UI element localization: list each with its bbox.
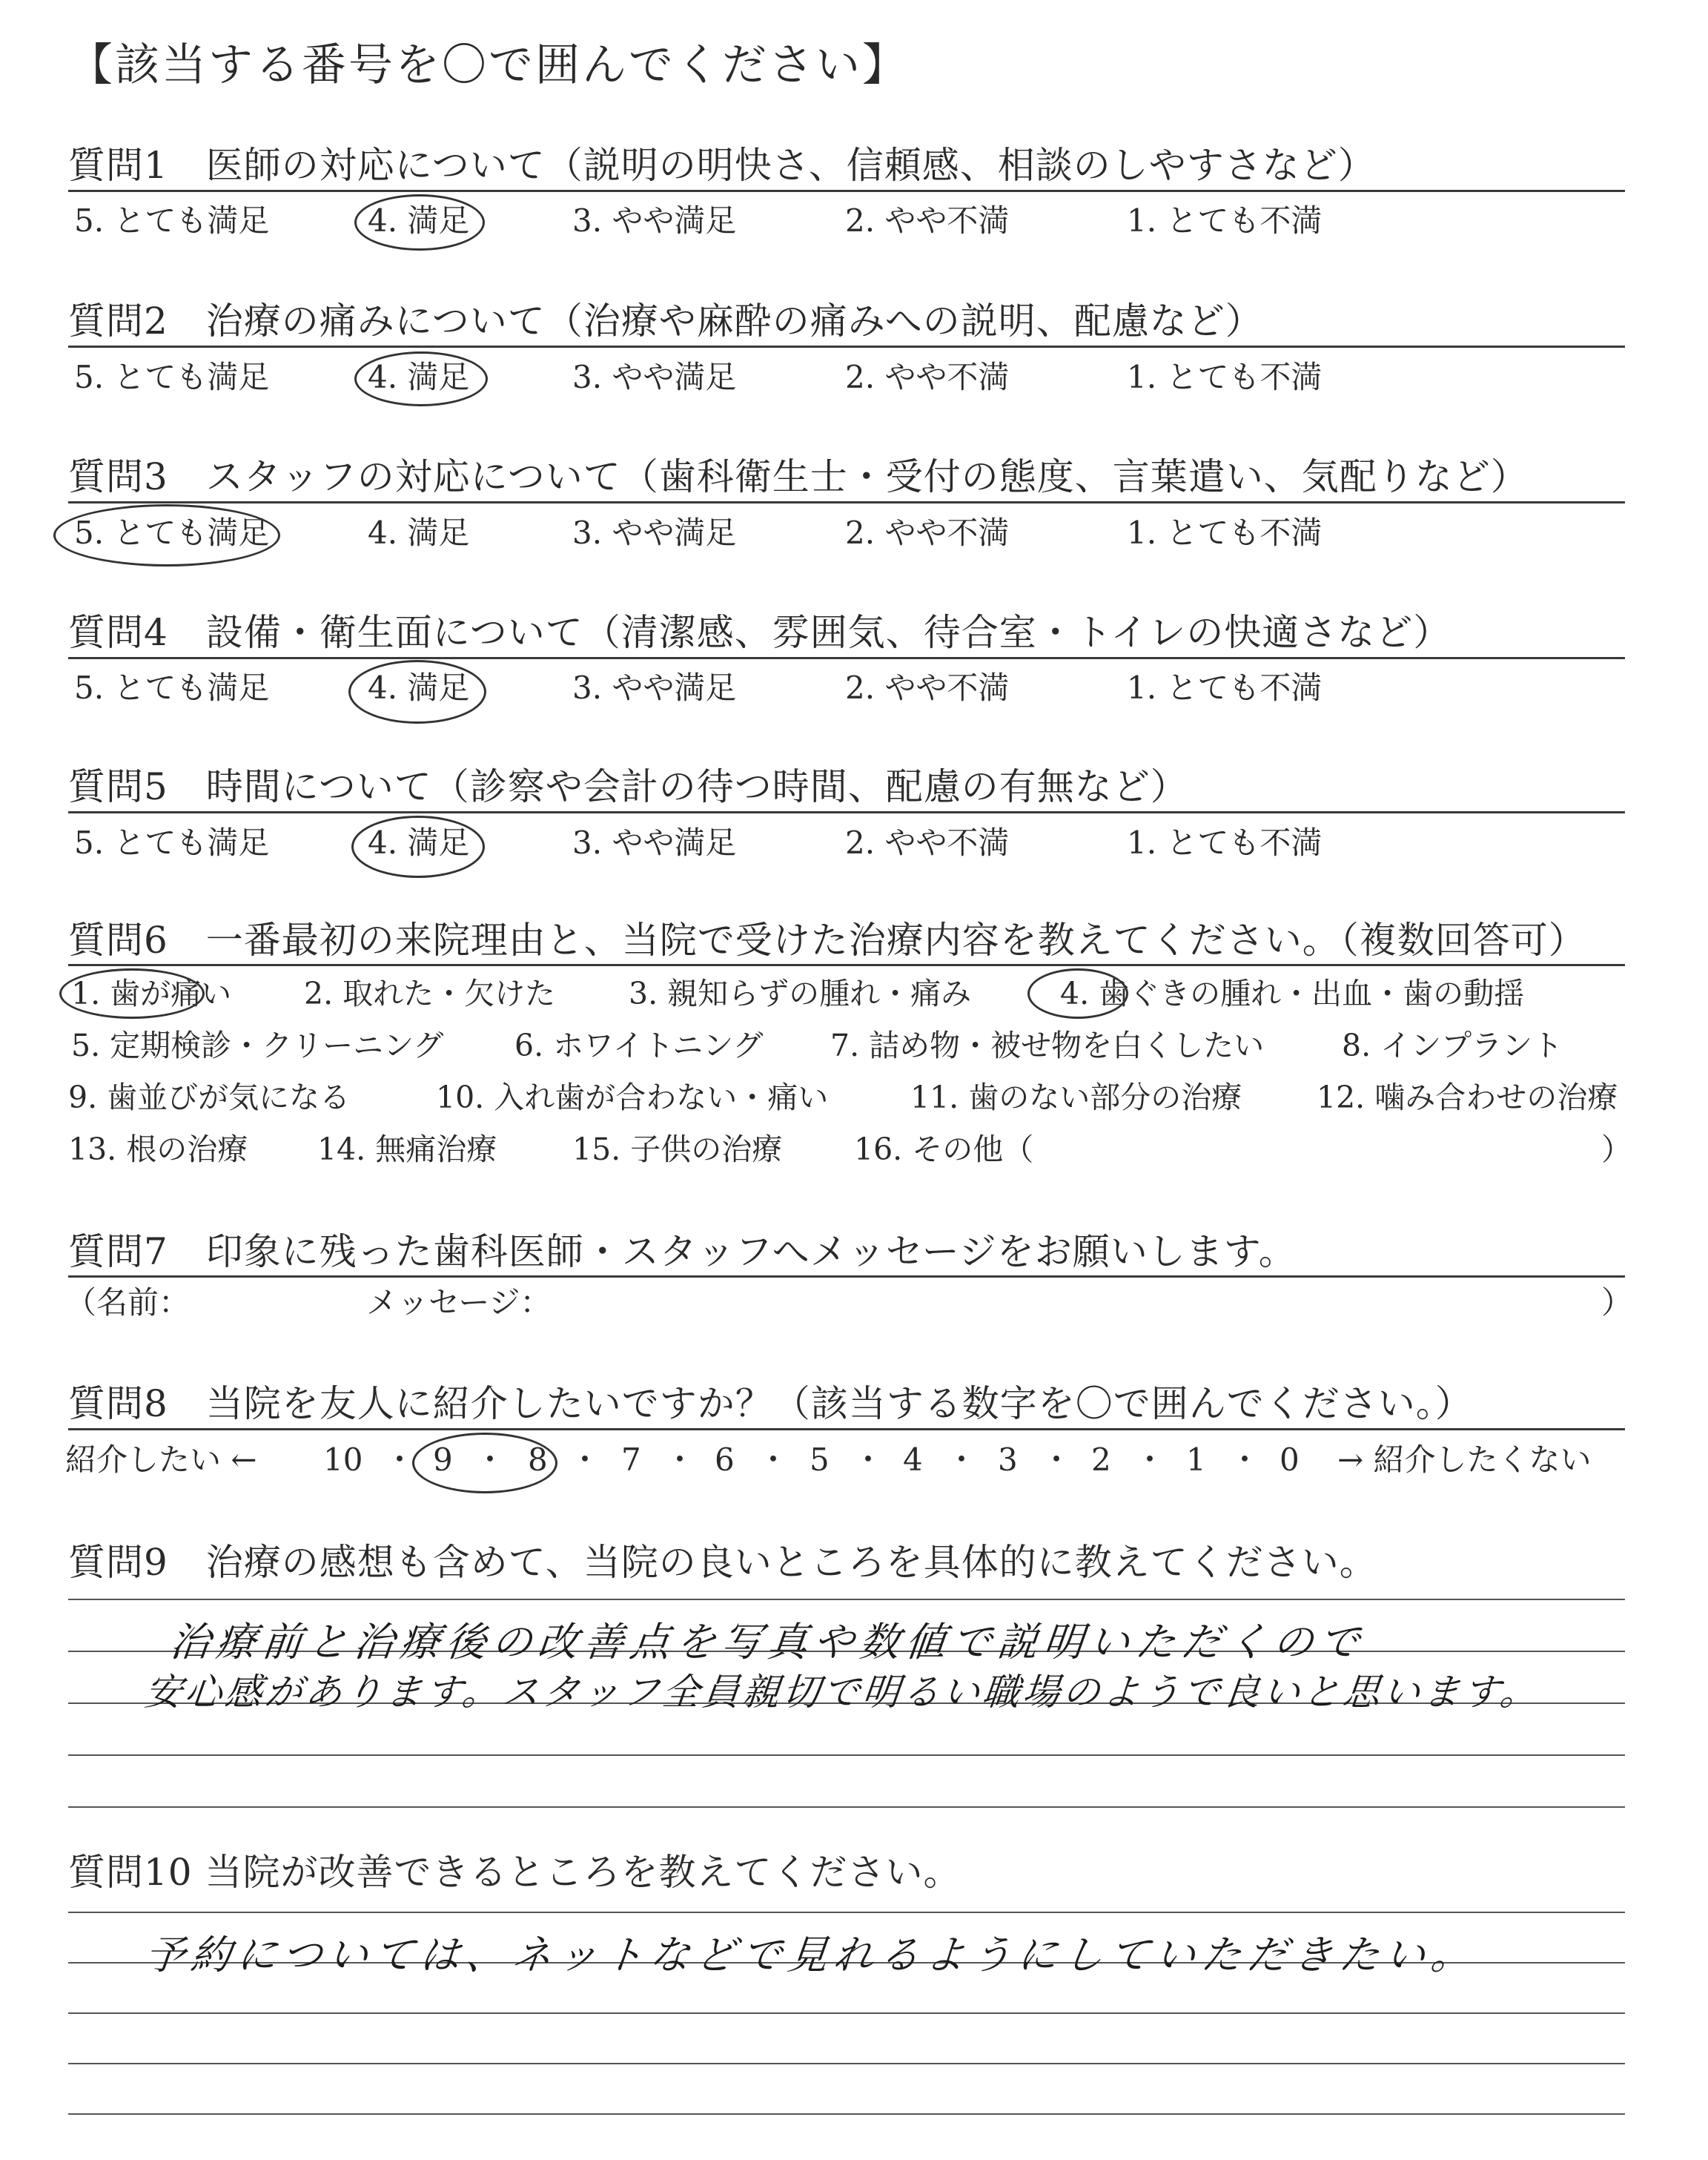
question-8-label: 質問8 当院を友人に紹介したいですか？（該当する数字を〇で囲んでください。） bbox=[68, 1382, 1473, 1425]
q8-scale-1[interactable]: 1 bbox=[1186, 1441, 1206, 1478]
q6-option-10[interactable]: 10. 入れ歯が合わない・痛い bbox=[436, 1080, 829, 1115]
q8-scale-5[interactable]: 5 bbox=[810, 1441, 830, 1478]
q8-separator: ・ bbox=[1041, 1441, 1073, 1478]
q10-writing-line bbox=[68, 2113, 1625, 2115]
question-5-rule bbox=[68, 811, 1625, 813]
q2-option-3[interactable]: 3. やや満足 bbox=[572, 359, 737, 395]
question-2-rule bbox=[68, 346, 1625, 348]
q6-option-7[interactable]: 7. 詰め物・被せ物を白くしたい bbox=[830, 1028, 1265, 1063]
q6-option-8[interactable]: 8. インプラント bbox=[1342, 1028, 1563, 1063]
question-4-label: 質問4 設備・衛生面について（清潔感、雰囲気、待合室・トイレの快適さなど） bbox=[68, 611, 1452, 654]
q5-option-5[interactable]: 5. とても満足 bbox=[74, 825, 270, 861]
q8-scale-7[interactable]: 7 bbox=[621, 1441, 641, 1478]
q5-option-1[interactable]: 1. とても不満 bbox=[1127, 825, 1323, 861]
q8-scale-10[interactable]: 10 bbox=[323, 1441, 363, 1478]
q5-option-3[interactable]: 3. やや満足 bbox=[572, 825, 737, 861]
q8-scale-0[interactable]: 0 bbox=[1280, 1441, 1300, 1478]
question-8-rule bbox=[68, 1428, 1625, 1430]
q10-handwritten-answer: 予約については、ネットなどで見れるようにしていただきたい。 bbox=[142, 1932, 1480, 1978]
q8-selection-circle bbox=[412, 1433, 557, 1493]
q6-option-12[interactable]: 12. 噛み合わせの治療 bbox=[1317, 1080, 1618, 1115]
q3-selection-circle bbox=[53, 504, 280, 567]
q2-option-4[interactable]: 4. 満足 bbox=[368, 359, 470, 395]
q8-separator: ・ bbox=[569, 1441, 601, 1478]
q6-option-6[interactable]: 6. ホワイトニング bbox=[514, 1028, 764, 1063]
question-1-rule bbox=[68, 190, 1625, 192]
q4-selection-circle bbox=[348, 660, 486, 724]
q1-option-1[interactable]: 1. とても不満 bbox=[1127, 202, 1323, 239]
q9-handwritten-answer-line-2: 安心感があります。スタッフ全員親切で明るい職場のようで良いと思います。 bbox=[142, 1671, 1543, 1714]
q3-option-5[interactable]: 5. とても満足 bbox=[74, 515, 270, 551]
q5-selection-circle bbox=[351, 816, 485, 878]
q10-writing-line bbox=[68, 2012, 1625, 2014]
q8-scale-3[interactable]: 3 bbox=[998, 1441, 1018, 1478]
q6-option-5[interactable]: 5. 定期検診・クリーニング bbox=[71, 1028, 444, 1063]
q3-option-2[interactable]: 2. やや不満 bbox=[845, 515, 1010, 551]
q4-option-5[interactable]: 5. とても満足 bbox=[74, 670, 270, 706]
question-9-label: 質問9 治療の感想も含めて、当院の良いところを具体的に教えてください。 bbox=[68, 1541, 1377, 1584]
q1-option-5[interactable]: 5. とても満足 bbox=[74, 202, 270, 239]
q2-option-5[interactable]: 5. とても満足 bbox=[74, 359, 270, 395]
question-7-rule bbox=[68, 1275, 1625, 1278]
q8-scale-left-label: 紹介したい ← bbox=[65, 1441, 257, 1478]
q2-selection-circle bbox=[354, 351, 488, 406]
q6-option-11[interactable]: 11. 歯のない部分の治療 bbox=[910, 1080, 1242, 1115]
q6-option-14[interactable]: 14. 無痛治療 bbox=[317, 1132, 497, 1167]
q6-option-2[interactable]: 2. 取れた・欠けた bbox=[304, 976, 556, 1011]
question-5-label: 質問5 時間について（診察や会計の待つ時間、配慮の有無など） bbox=[68, 765, 1188, 808]
question-2-label: 質問2 治療の痛みについて（治療や麻酔の痛みへの説明、配慮など） bbox=[68, 300, 1263, 343]
question-10-label: 質問10 当院が改善できるところを教えてください。 bbox=[68, 1851, 961, 1894]
q9-handwritten-answer-line-1: 治療前と治療後の改善点を写真や数値で説明いただくので bbox=[168, 1619, 1368, 1665]
question-6-rule bbox=[68, 964, 1625, 966]
q8-scale-right-label: → 紹介したくない bbox=[1337, 1441, 1592, 1478]
q6-option-15[interactable]: 15. 子供の治療 bbox=[572, 1132, 783, 1167]
q1-selection-circle bbox=[354, 194, 485, 251]
question-3-rule bbox=[68, 501, 1625, 503]
q8-scale-4[interactable]: 4 bbox=[903, 1441, 923, 1478]
q8-separator: ・ bbox=[474, 1441, 506, 1478]
q8-separator: ・ bbox=[1229, 1441, 1261, 1478]
q6-option-16[interactable]: 16. その他（ bbox=[854, 1132, 1034, 1167]
q8-scale-2[interactable]: 2 bbox=[1091, 1441, 1111, 1478]
q6-option-9[interactable]: 9. 歯並びが気になる bbox=[68, 1080, 351, 1115]
q8-scale-9[interactable]: 9 bbox=[433, 1441, 453, 1478]
question-3-label: 質問3 スタッフの対応について（歯科衛生士・受付の態度、言葉遣い、気配りなど） bbox=[68, 455, 1529, 498]
q9-writing-line bbox=[68, 1599, 1625, 1600]
page-title: 【該当する番号を〇で囲んでください】 bbox=[68, 39, 909, 91]
q4-option-2[interactable]: 2. やや不満 bbox=[845, 670, 1010, 706]
q6-option-1[interactable]: 1. 歯が痛い bbox=[71, 976, 232, 1011]
q5-option-4[interactable]: 4. 満足 bbox=[368, 825, 470, 861]
question-7-label: 質問7 印象に残った歯科医師・スタッフへメッセージをお願いします。 bbox=[68, 1230, 1297, 1273]
q3-option-1[interactable]: 1. とても不満 bbox=[1127, 515, 1323, 551]
q1-option-4[interactable]: 4. 満足 bbox=[368, 202, 470, 239]
q10-writing-line bbox=[68, 2063, 1625, 2064]
q2-option-2[interactable]: 2. やや不満 bbox=[845, 359, 1010, 395]
q6-other-close-paren: ） bbox=[1601, 1132, 1632, 1167]
q8-scale-8[interactable]: 8 bbox=[528, 1441, 548, 1478]
q4-option-1[interactable]: 1. とても不満 bbox=[1127, 670, 1323, 706]
q3-option-4[interactable]: 4. 満足 bbox=[368, 515, 470, 551]
q1-option-3[interactable]: 3. やや満足 bbox=[572, 202, 737, 239]
q4-option-3[interactable]: 3. やや満足 bbox=[572, 670, 737, 706]
q9-writing-line bbox=[68, 1754, 1625, 1756]
q6-option-4[interactable]: 4. 歯ぐきの腫れ・出血・歯の動揺 bbox=[1060, 976, 1525, 1011]
q8-scale-6[interactable]: 6 bbox=[715, 1441, 735, 1478]
q6-option-13[interactable]: 13. 根の治療 bbox=[68, 1132, 248, 1167]
q2-option-1[interactable]: 1. とても不満 bbox=[1127, 359, 1323, 395]
question-4-rule bbox=[68, 657, 1625, 659]
q8-separator: ・ bbox=[946, 1441, 978, 1478]
q9-writing-line bbox=[68, 1806, 1625, 1808]
q8-separator: ・ bbox=[853, 1441, 884, 1478]
q6-option-1-circle bbox=[59, 968, 205, 1019]
q1-option-2[interactable]: 2. やや不満 bbox=[845, 202, 1010, 239]
question-6-label: 質問6 一番最初の来院理由と、当院で受けた治療内容を教えてください。（複数回答可） bbox=[68, 919, 1586, 962]
q8-separator: ・ bbox=[384, 1441, 416, 1478]
q7-close-paren: ） bbox=[1601, 1284, 1633, 1321]
q8-separator: ・ bbox=[664, 1441, 696, 1478]
q8-separator: ・ bbox=[758, 1441, 790, 1478]
q6-option-4-circle bbox=[1027, 968, 1128, 1019]
q8-separator: ・ bbox=[1134, 1441, 1166, 1478]
q7-name-label: （名前： bbox=[65, 1284, 191, 1321]
q7-message-label: メッセージ： bbox=[366, 1284, 552, 1321]
q4-option-4[interactable]: 4. 満足 bbox=[368, 670, 470, 706]
q5-option-2[interactable]: 2. やや不満 bbox=[845, 825, 1010, 861]
question-1-label: 質問1 医師の対応について（説明の明快さ、信頼感、相談のしやすさなど） bbox=[68, 144, 1376, 187]
q10-writing-line bbox=[68, 1912, 1625, 1913]
q6-option-3[interactable]: 3. 親知らずの腫れ・痛み bbox=[629, 976, 972, 1011]
q3-option-3[interactable]: 3. やや満足 bbox=[572, 515, 737, 551]
